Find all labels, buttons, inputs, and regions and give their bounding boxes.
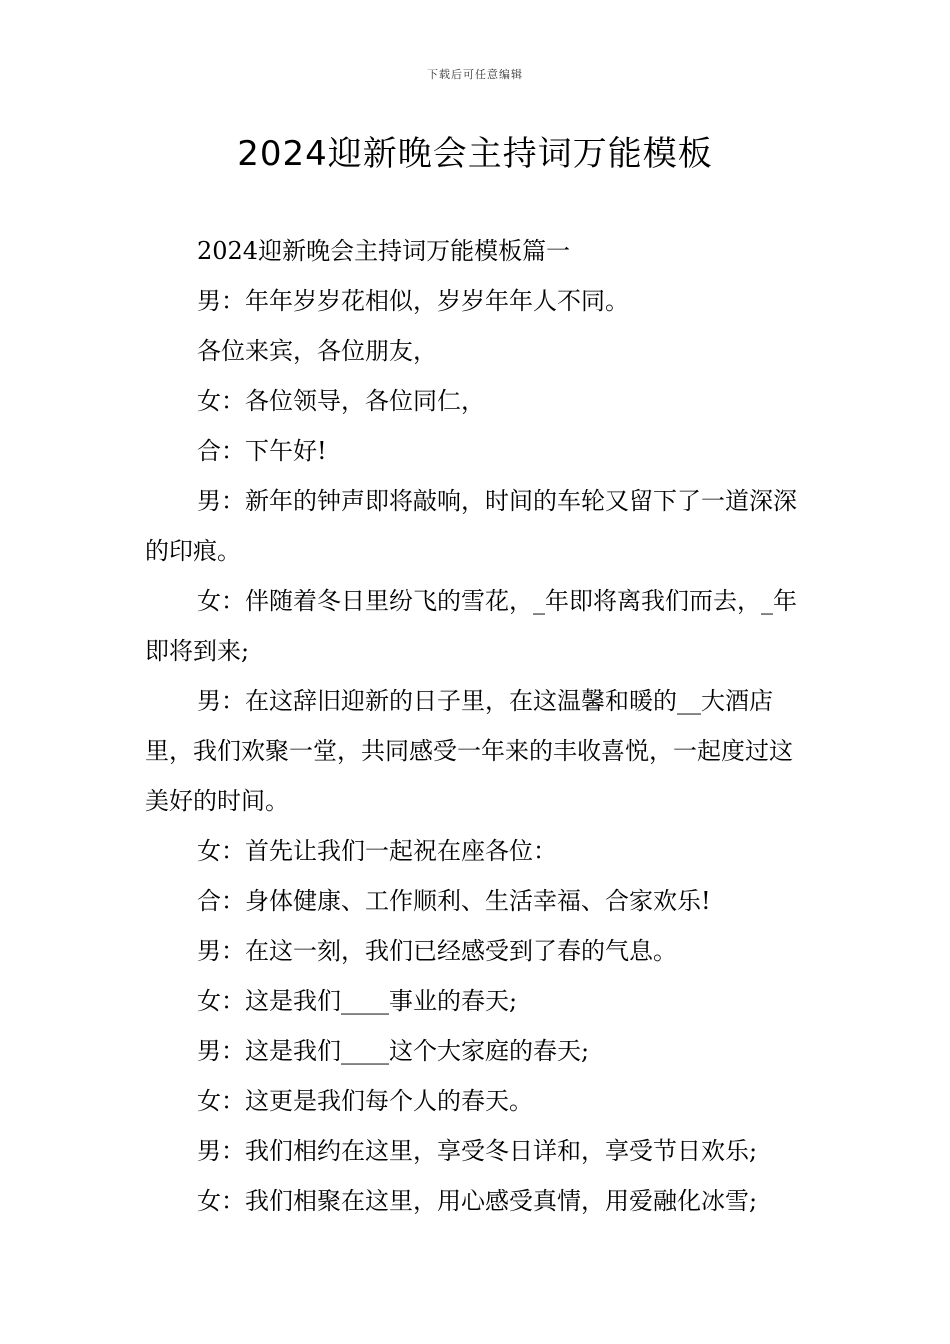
paragraph: 男：年年岁岁花相似，岁岁年年人不同。 <box>197 287 629 315</box>
paragraph: 男：在这辞旧迎新的日子里，在这温馨和暖的__大酒店里，我们欢聚一堂，共同感受一年来的丰收喜悦，一起度过这美好的时间。 <box>145 687 793 815</box>
paragraph: 女：我们相聚在这里，用心感受真情，用爱融化冰雪; <box>197 1187 758 1215</box>
paragraph: 女：首先让我们一起祝在座各位： <box>197 837 557 865</box>
paragraph: 女：伴随着冬日里纷飞的雪花，_年即将离我们而去，_年即将到来; <box>145 587 797 665</box>
document-title: 2024迎新晚会主持词万能模板 <box>237 134 713 174</box>
paragraph: 女：各位领导，各位同仁， <box>197 387 485 415</box>
paragraph: 男：我们相约在这里，享受冬日详和，享受节日欢乐; <box>197 1137 758 1165</box>
paragraph: 各位来宾，各位朋友， <box>197 337 437 365</box>
paragraph: 合：下午好! <box>197 437 327 465</box>
paragraph: 男：新年的钟声即将敲响，时间的车轮又留下了一道深深的印痕。 <box>145 487 797 565</box>
header-note: 下载后可任意编辑 <box>427 68 523 81</box>
paragraph: 合：身体健康、工作顺利、生活幸福、合家欢乐! <box>197 887 711 915</box>
paragraph: 女：这是我们____事业的春天; <box>197 987 518 1015</box>
document-body <box>145 226 810 1226</box>
paragraph-section-heading: 2024迎新晚会主持词万能模板篇一 <box>197 237 571 265</box>
paragraph: 男：在这一刻，我们已经感受到了春的气息。 <box>197 937 677 965</box>
paragraph: 男：这是我们____这个大家庭的春天; <box>197 1037 590 1065</box>
paragraph: 女：这更是我们每个人的春天。 <box>197 1087 533 1115</box>
